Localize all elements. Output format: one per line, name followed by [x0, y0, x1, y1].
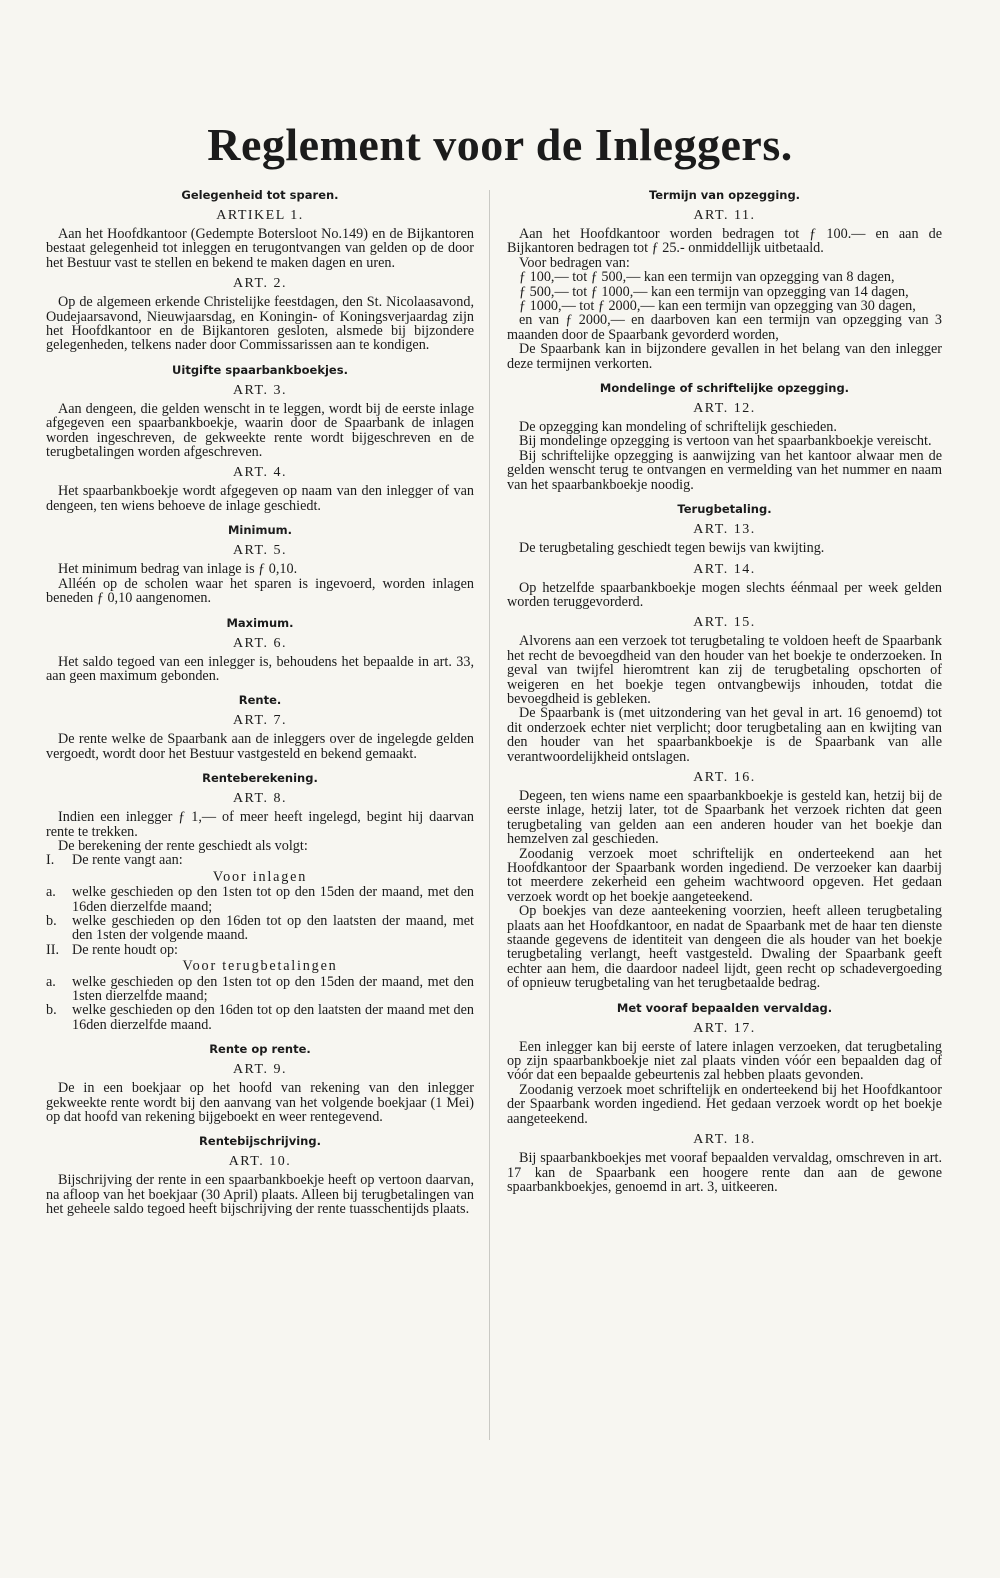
section-heading: Termijn van opzegging. — [648, 188, 801, 202]
article-paragraph: De Spaarbank is (met uitzondering van het geval in art. 16 genoemd) tot dit onderzoek echter niet verplicht; door terugbetaling aan en kwijting van den houder van het spaarbankboekje is de Spaarbank van alle verantwoordelijkheid ontslagen. — [507, 705, 942, 765]
article-paragraph: Aan het Hoofdkantoor worden bedragen tot ƒ 100.— en aan de Bijkantoren bedragen tot ƒ 25.- onmiddellijk uitbetaald. — [507, 226, 942, 257]
list-text: De rente vangt aan: — [72, 852, 183, 869]
article-paragraph: De opzegging kan mondeling of schriftelijk geschieden. — [519, 419, 837, 436]
article-section — [46, 1134, 474, 1216]
article-number: ART. 3. — [232, 382, 288, 398]
article-number: ART. 11. — [693, 208, 756, 223]
article-paragraph: Bijschrijving der rente in een spaarbankboekje heeft op vertoon daarvan, na afloop van het boekjaar (30 April) plaats. Alleen bij terugbetalingen van het geheele saldo tegoed heeft bijschrijving der rente tuasschentijds plaats. — [46, 1172, 474, 1218]
article-number: ART. 17. — [693, 1020, 756, 1036]
list-subheading: Voor terugbetalingen — [182, 958, 338, 975]
article-paragraph: Zoodanig verzoek moet schriftelijk en onderteekend bij het Hoofdkantoor der Spaarbank worden ingediend. Het gedaan verzoek wordt op het boekje aangeteekend. — [507, 1081, 942, 1127]
article-paragraph: ƒ 500,— tot ƒ 1000,— kan een termijn van opzegging van 14 dagen, — [519, 283, 909, 300]
right-column — [507, 188, 942, 1200]
article-paragraph: Bij schriftelijke opzegging is aanwijzing van het kantoor alwaar men de gelden wenscht terug te ontvangen en vermelding van het nummer en naam van het spaarbankboekje noodig. — [507, 447, 942, 493]
section-heading: Gelegenheid tot sparen. — [181, 188, 339, 202]
article-number: ART. 9. — [232, 1062, 288, 1078]
article-paragraph: De terugbetaling geschiedt tegen bewijs van kwijting. — [519, 540, 825, 557]
article-paragraph: Aan dengeen, die gelden wenscht in te leggen, wordt bij de eerste inlage afgegeven een spaarbankboekje, waarin door de Spaarbank de inlagen worden ingeschreven, de gekweekte rente wordt bijgeschreven en de terugbetalingen worden afgeschreven. — [46, 400, 474, 461]
section-heading: Rente op rente. — [209, 1042, 311, 1057]
list-marker: b. — [46, 912, 57, 929]
list-text: welke geschieden op den 16den tot op den laatsten der maand, met den 1sten der volgende maand. — [72, 912, 474, 944]
list-text: De rente houdt op: — [72, 941, 178, 958]
article-number: ART. 6. — [232, 635, 288, 651]
article-number: ARTIKEL 1. — [216, 208, 304, 223]
article-section — [507, 770, 942, 991]
list-text: welke geschieden op den 1sten tot op den 15den der maand, met den 16den dierzelfde maand; — [72, 884, 474, 915]
article-number: ART. 14. — [693, 561, 756, 577]
article-paragraph: Degeen, ten wiens name een spaarbankboekje is gesteld kan, hetzij bij de eerste inlage, hetzij later, tot de Spaarbank het verzoek richten dat geen terugbetaling van gelden aan een anderen houder van het boekje dan hemzelven zal geschieden. — [507, 787, 942, 848]
article-section — [507, 381, 942, 492]
article-number: ART. 18. — [693, 1132, 756, 1148]
article-section — [46, 363, 474, 460]
list-marker: a. — [46, 884, 56, 901]
article-section — [46, 465, 474, 513]
article-number: ART. 13. — [693, 522, 756, 538]
list-item — [46, 914, 474, 943]
article-number: ART. 8. — [232, 791, 288, 807]
article-section — [46, 523, 474, 605]
list-item — [46, 943, 474, 957]
article-paragraph: Voor bedragen van: — [519, 254, 630, 271]
article-paragraph: Bij mondelinge opzegging is vertoon van het spaarbankboekje vereischt. — [519, 433, 932, 450]
section-heading: Met vooraf bepaalden vervaldag. — [616, 1000, 833, 1015]
article-paragraph: ƒ 100,— tot ƒ 500,— kan een termijn van opzegging van 8 dagen, — [519, 269, 895, 286]
section-heading: Renteberekening. — [202, 771, 318, 786]
article-section — [507, 562, 942, 610]
article-paragraph: Alvorens aan een verzoek tot terugbetaling te voldoen heeft de Spaarbank het recht de bevoegdheid van den houder van het boekje te onderzoeken. In geval van twijfel hieromtrent kan zij de terugbetaling opschorten of weigeren en het boekje tegen ontvangbewijs inhouden, totdat die bevoegdheid is gebleken. — [507, 633, 942, 707]
article-paragraph: Een inlegger kan bij eerste of latere inlagen verzoeken, dat terugbetaling op zijn spaarbankboekje niet zal plaats vinden vóór een bepaalden dag of vóór dat een bepaalde gebeurtenis zal hebben plaats gevonden. — [507, 1038, 942, 1084]
article-section — [46, 771, 474, 1032]
article-paragraph: De Spaarbank kan in bijzondere gevallen in het belang van den inlegger deze termijnen verkorten. — [507, 341, 942, 372]
list-marker: a. — [46, 973, 56, 990]
article-number: ART. 12. — [693, 401, 756, 417]
list-subheading: Voor inlagen — [212, 868, 308, 885]
article-paragraph: Bij spaarbankboekjes met vooraf bepaalden vervaldag, omschreven in art. 17 kan de Spaarbank een hoogere rente dan aan de gewone spaarbankboekjes, genoemd in art. 3, uitkeeren. — [507, 1150, 942, 1195]
article-paragraph: Alléén op de scholen waar het sparen is ingevoerd, worden inlagen beneden ƒ 0,10 aangenomen. — [46, 575, 474, 607]
article-section — [507, 1001, 942, 1126]
article-number: ART. 10. — [228, 1154, 292, 1170]
article-paragraph: Op de algemeen erkende Christelijke feestdagen, den St. Nicolaasavond, Oudejaarsavond, Nieuwjaarsdag, en Koningin- of Koningsverjaardag zijn het Hoofdkantoor en de Bijkantoren gesloten, alsmede bij bijzondere gelegenheden, telkens nader door Commissarissen aan te kondigen. — [46, 294, 474, 354]
article-number: ART. 7. — [232, 713, 288, 729]
article-number: ART. 16. — [693, 769, 756, 785]
article-paragraph: Het spaarbankboekje wordt afgegeven op naam van den inlegger of van dengeen, ten wiens behoeve de inlage geschiedt. — [46, 483, 474, 514]
article-section — [46, 276, 474, 353]
section-heading: Minimum. — [227, 523, 293, 538]
article-paragraph: Aan het Hoofdkantoor (Gedempte Botersloot No.149) en de Bijkantoren bestaat gelegenheid tot inleggen en terugontvangen van gelden op de door het Bestuur vast te stellen en bekend te maken dagen en uren. — [46, 226, 474, 271]
article-section — [46, 616, 474, 684]
section-heading: Rentebijschrijving. — [199, 1134, 321, 1149]
list-item — [46, 853, 474, 867]
article-paragraph: Het minimum bedrag van inlage is ƒ 0,10. — [58, 561, 298, 578]
article-number: ART. 5. — [232, 543, 288, 559]
article-number: ART. 15. — [693, 615, 756, 631]
article-section — [46, 188, 474, 270]
article-paragraph: Indien een inlegger ƒ 1,— of meer heeft ingelegd, begint hij daarvan rente te trekken. — [46, 809, 474, 840]
list-item — [46, 885, 474, 914]
left-column — [46, 188, 474, 1223]
article-paragraph: De in een boekjaar op het hoofd van rekening van den inlegger gekweekte rente wordt bij den aanvang van het volgende boekjaar (1 Mei) op dat hoofd van rekening bijgeboekt en weer rentegevend. — [46, 1080, 474, 1126]
article-paragraph: De rente welke de Spaarbank aan de inleggers over de ingelegde gelden vergoedt, wordt door het Bestuur vastgesteld en bekend gemaakt. — [46, 731, 474, 762]
article-number: ART. 4. — [232, 465, 288, 481]
article-number: ART. 2. — [232, 276, 288, 292]
section-heading: Terugbetaling. — [677, 502, 772, 517]
article-paragraph: De berekening der rente geschiedt als volgt: — [58, 837, 308, 854]
article-section — [507, 615, 942, 764]
list-marker: b. — [46, 1002, 57, 1019]
list-item — [46, 1003, 474, 1032]
list-marker: II. — [46, 941, 59, 958]
list-item — [46, 975, 474, 1004]
article-section — [46, 1042, 474, 1124]
article-section — [507, 188, 942, 371]
article-section — [46, 693, 474, 761]
article-paragraph: Op boekjes van deze aanteekening voorzien, heeft alleen terugbetaling plaats aan het Hoofdkantoor, en nadat de Spaarbank met de haar ten dienste staande gegevens de identiteit van dengeen die als houder van het boekje terugbetaling verlangt, heeft vastgesteld. Dwaling der Spaarbank geeft echter aan hem, die daardoor nadeel lijdt, geen recht op schadevergoeding of opnieuw terugbetaling van het terugbetaalde bedrag. — [507, 903, 942, 992]
article-paragraph: Op hetzelfde spaarbankboekje mogen slechts éénmaal per week gelden worden teruggevorderd. — [507, 579, 942, 610]
section-heading: Maximum. — [226, 615, 294, 630]
list-marker: I. — [46, 852, 55, 869]
list-text: welke geschieden op den 1sten tot op den 15den der maand, met den 1sten dierzelfde maand; — [72, 973, 474, 1004]
section-heading: Rente. — [238, 693, 282, 708]
article-paragraph: Het saldo tegoed van een inlegger is, behoudens het bepaalde in art. 33, aan geen maximum gebonden. — [46, 653, 474, 684]
article-section — [507, 1132, 942, 1194]
column-divider — [489, 190, 490, 1440]
section-heading: Mondelinge of schriftelijke opzegging. — [599, 381, 850, 396]
article-paragraph: en van ƒ 2000,— en daarboven kan een termijn van opzegging van 3 maanden door de Spaarbank gevorderd worden, — [507, 312, 942, 343]
article-paragraph: ƒ 1000,— tot ƒ 2000,— kan een termijn van opzegging van 30 dagen, — [519, 298, 916, 315]
article-paragraph: Zoodanig verzoek moet schriftelijk en onderteekend aan het Hoofdkantoor der Spaarbank worden ingediend. De verzoeker kan daarbij tot meerdere zekerheid een geheim wachtwoord opgeven. Het gedaan verzoek wordt op het boekje aangeteekend. — [507, 845, 942, 905]
section-heading: Uitgifte spaarbankboekjes. — [172, 362, 348, 377]
article-section — [507, 502, 942, 555]
list-text: welke geschieden op den 16den tot op den laatsten der maand met den 16den dierzelfde maand. — [72, 1002, 474, 1033]
page-title: Reglement voor de Inleggers. — [207, 119, 793, 170]
